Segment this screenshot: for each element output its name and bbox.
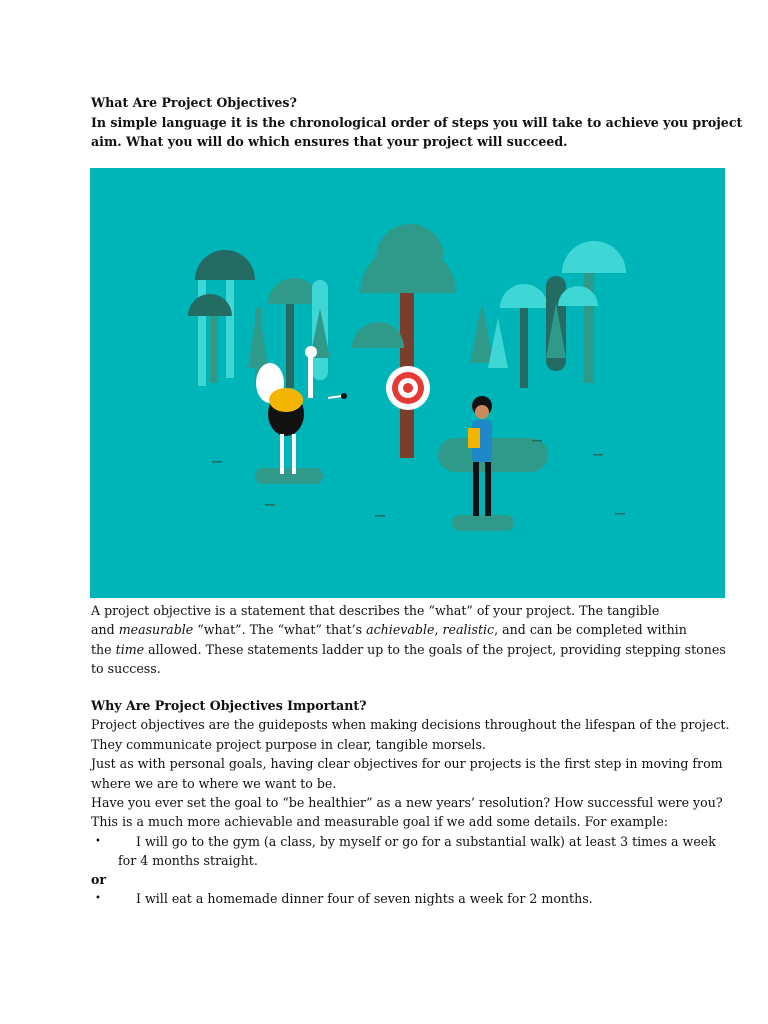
- section-title: Why Are Project Objectives Important?: [91, 698, 367, 713]
- importance-line: They communicate project purpose in clear, tangible morsels.: [91, 736, 486, 752]
- importance-line: where we are to where we want to be.: [91, 775, 337, 791]
- bullet-icon: •: [95, 836, 101, 847]
- emphasis-achievable: achievable: [366, 622, 435, 638]
- emphasis-realistic: realistic: [442, 622, 495, 638]
- importance-section: [91, 696, 731, 832]
- bullet-icon: •: [95, 893, 101, 904]
- importance-line: Just as with personal goals, having clear objectives for our projects is the first step in moving from: [91, 756, 723, 772]
- importance-line: Have you ever set the goal to “be healthier” as a new years’ resolution? How successful were you?: [91, 795, 723, 811]
- definition-paragraph: [91, 601, 731, 679]
- intro-line: aim. What you will do which ensures that your project will succeed.: [91, 134, 568, 149]
- importance-line: Project objectives are the guideposts when making decisions throughout the lifespan of the project.: [91, 717, 730, 733]
- or-separator: or: [91, 872, 107, 887]
- example-text: I will go to the gym (a class, by myself or go for a substantial walk) at least 3 times a week: [136, 834, 716, 849]
- emphasis-time: time: [115, 641, 145, 657]
- example-text-continued: for 4 months straight.: [118, 853, 258, 869]
- section-title: What Are Project Objectives?: [91, 95, 297, 110]
- intro-line: In simple language it is the chronological order of steps you will take to achieve you project: [91, 114, 743, 130]
- example-list-item: [91, 832, 731, 872]
- definition-line: A project objective is a statement that describes the “what” of your project. The tangible: [91, 603, 660, 618]
- importance-line: This is a much more achievable and measurable goal if we add some details. For example:: [91, 814, 669, 830]
- intro-block: [91, 93, 743, 152]
- definition-line: and measurable “what”. The “what” that’s achievable, realistic, and can be completed within: [91, 622, 687, 638]
- definition-line: the time allowed. These statements ladder up to the goals of the project, providing stepping stones: [91, 641, 726, 657]
- project-objectives-illustration: [90, 168, 725, 598]
- target-icon: [386, 366, 430, 410]
- example-list-item: [91, 889, 731, 909]
- emphasis-measurable: measurable: [118, 622, 194, 638]
- definition-line: to success.: [91, 661, 161, 677]
- example-text: I will eat a homemade dinner four of seven nights a week for 2 months.: [136, 891, 593, 906]
